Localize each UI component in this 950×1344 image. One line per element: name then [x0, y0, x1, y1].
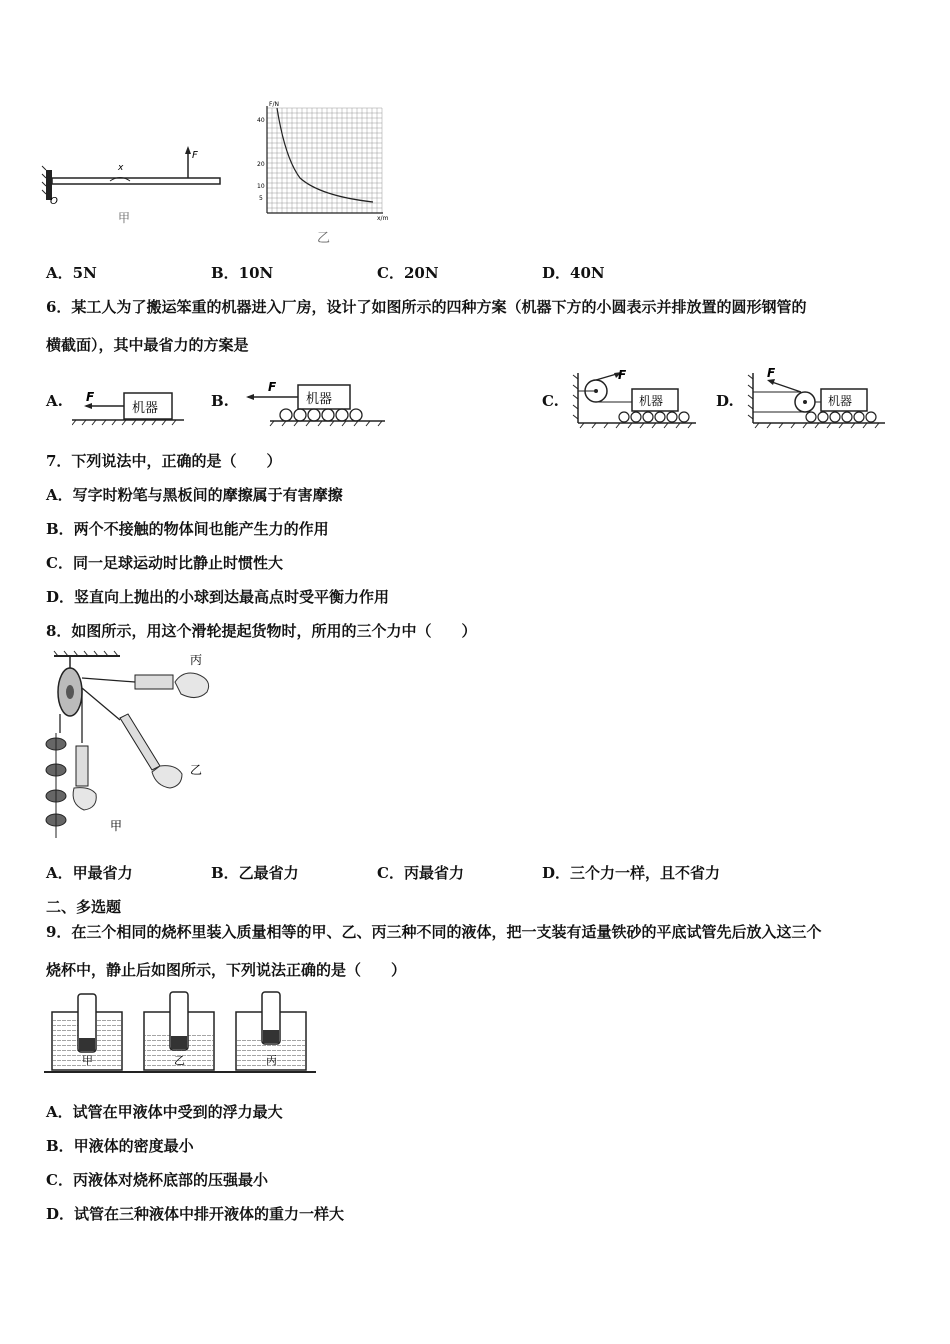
q5-option-c[interactable]: C．20N — [377, 264, 439, 282]
pulley-figure — [40, 648, 220, 843]
lever-figure-jia — [40, 140, 230, 235]
fig-yi-label: 乙 — [317, 231, 331, 246]
q5-option-d[interactable]: D．40N — [542, 264, 605, 282]
beaker-label-jia: 甲 — [82, 1054, 93, 1067]
graph-xlabel: x/m — [377, 215, 389, 222]
q5-option-a[interactable]: A．5N — [46, 264, 97, 282]
svg-text:机器: 机器 — [306, 392, 333, 407]
q7-option-b[interactable]: B．两个不接触的物体间也能产生力的作用 — [46, 520, 329, 538]
pulley-label-yi: 乙 — [190, 763, 203, 777]
q6-option-b-label[interactable]: B. — [211, 392, 229, 410]
beaker-bing — [236, 992, 306, 1070]
q6-scheme-d — [745, 365, 890, 430]
q9-option-a[interactable]: A．试管在甲液体中受到的浮力最大 — [46, 1103, 283, 1121]
svg-text:F: F — [268, 380, 277, 394]
ytick-5: 5 — [259, 195, 263, 202]
beaker-yi — [144, 992, 214, 1070]
svg-text:F: F — [86, 390, 95, 404]
q8-option-a[interactable]: A．甲最省力 — [46, 864, 133, 882]
q5-option-b[interactable]: B．10N — [211, 264, 274, 282]
lever-x-label: x — [118, 163, 124, 173]
svg-text:机器: 机器 — [639, 394, 664, 408]
q6-option-d-label[interactable]: D. — [716, 392, 734, 410]
q6-scheme-a — [72, 385, 187, 430]
force-distance-graph — [255, 98, 395, 248]
q8-option-d[interactable]: D．三个力一样，且不省力 — [542, 864, 721, 882]
q7-option-c[interactable]: C．同一足球运动时比静止时惯性大 — [46, 554, 283, 572]
q7-option-d[interactable]: D．竖直向上抛出的小球到达最高点时受平衡力作用 — [46, 588, 390, 606]
svg-text:机器: 机器 — [828, 394, 853, 408]
ytick-40: 40 — [257, 117, 265, 124]
q8-option-b[interactable]: B．乙最省力 — [211, 864, 299, 882]
q8-option-c[interactable]: C．丙最省力 — [377, 864, 464, 882]
beakers-figure — [44, 988, 319, 1078]
lever-force-label: F — [192, 150, 198, 161]
svg-text:F: F — [618, 368, 627, 382]
svg-text:F: F — [767, 366, 776, 380]
q7-option-a[interactable]: A．写字时粉笔与黑板间的摩擦属于有害摩擦 — [46, 486, 343, 504]
beaker-label-yi: 乙 — [174, 1054, 185, 1067]
q9-stem-line1: 9．在三个相同的烧杯里装入质量相等的甲、乙、丙三种不同的液体，把一支装有适量铁砂的平底试管先后放入这三个 — [46, 923, 822, 941]
lever-point-o: O — [50, 196, 58, 207]
q6-option-a-label[interactable]: A. — [46, 392, 63, 410]
ytick-20: 20 — [257, 161, 265, 168]
graph-ylabel: F/N — [269, 101, 279, 108]
q6-option-c-label[interactable]: C. — [542, 392, 559, 410]
q9-stem-line2: 烧杯中，静止后如图所示，下列说法正确的是（ ） — [46, 961, 407, 979]
section-title-multiple-choice: 二、多选题 — [46, 898, 122, 916]
pulley-label-bing: 丙 — [190, 653, 203, 667]
q6-stem-line1: 6．某工人为了搬运笨重的机器进入厂房，设计了如图所示的四种方案（机器下方的小圆表示并排放置的圆形钢管的 — [46, 298, 807, 316]
q9-option-d[interactable]: D．试管在三种液体中排开液体的重力一样大 — [46, 1205, 345, 1223]
q8-stem: 8．如图所示，用这个滑轮提起货物时，所用的三个力中（ ） — [46, 622, 477, 640]
q6-stem-line2: 横截面），其中最省力的方案是 — [46, 336, 249, 354]
q7-stem: 7．下列说法中，正确的是（ ） — [46, 452, 282, 470]
pulley-label-jia: 甲 — [110, 819, 123, 833]
q6-scheme-b — [240, 375, 390, 430]
beaker-label-bing: 丙 — [266, 1054, 277, 1067]
q9-option-b[interactable]: B．甲液体的密度最小 — [46, 1137, 194, 1155]
q6-scheme-c — [570, 365, 700, 430]
beaker-jia — [52, 994, 122, 1070]
svg-text:机器: 机器 — [132, 401, 159, 416]
q9-option-c[interactable]: C．丙液体对烧杯底部的压强最小 — [46, 1171, 268, 1189]
fig-jia-label: 甲 — [118, 211, 131, 225]
ytick-10: 10 — [257, 183, 265, 190]
